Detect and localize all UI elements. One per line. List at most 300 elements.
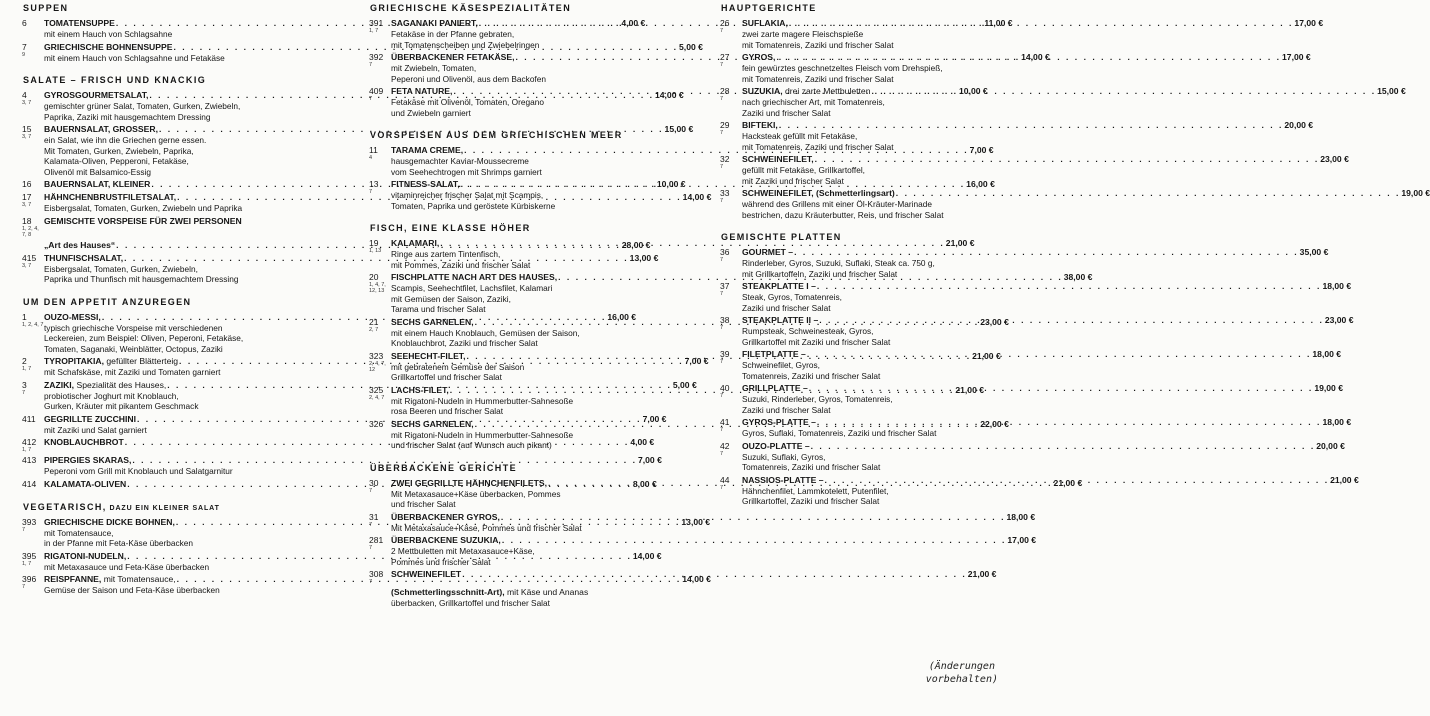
item-name-text: GEGRILLTE ZUCCHINI xyxy=(44,413,136,424)
item-description: Paprika und Thunfisch mit hausgemachtem Dressing xyxy=(44,274,239,284)
item-number-cell xyxy=(720,441,742,473)
item-name-text: THUNFISCHSALAT, xyxy=(44,252,124,263)
item-name-text: ZAZIKI, xyxy=(44,379,75,390)
item-description: mit gebratenem Gemüse der Saison xyxy=(391,361,525,372)
item-number: 32 xyxy=(720,154,730,164)
item-description: nach griechischer Art, mit Tomatenreis, xyxy=(742,97,885,107)
item-description: vitaminreicher frischer Salat mit Scampis, xyxy=(391,190,544,200)
allergen-codes: 7 xyxy=(720,393,724,399)
item-name xyxy=(391,587,588,598)
item-name xyxy=(44,356,178,367)
section-title-subtext: DAZU EIN KLEINER SALAT xyxy=(106,504,220,512)
item-number-cell xyxy=(369,86,391,118)
item-number-cell xyxy=(720,349,742,381)
item-price: 7,00 € xyxy=(637,455,662,465)
item-line xyxy=(391,569,996,580)
item-line xyxy=(742,86,1406,97)
item-number-cell xyxy=(369,179,391,211)
item-number: 28 xyxy=(720,86,730,96)
item-number-cell xyxy=(720,86,742,118)
item-number: 7 xyxy=(22,41,27,52)
allergen-codes: 7 xyxy=(22,389,26,396)
item-name-text: FISCHPLATTE NACH ART DES HAUSES, xyxy=(391,272,558,282)
item-name-text: „Art des Hauses“ xyxy=(44,239,116,250)
item-price: 11,00 € xyxy=(984,18,1013,28)
menu-item xyxy=(369,587,637,609)
item-description: mit Gemüsen der Saison, Zaziki, xyxy=(391,293,511,304)
item-description: ein Salat, wie ihn die Griechen gerne essen. xyxy=(44,135,207,145)
item-name xyxy=(44,380,166,391)
menu-item xyxy=(720,281,1352,313)
item-description: Peperoni und Olivenöl, aus dem Backofen xyxy=(391,73,546,84)
item-description: Peperoni vom Grill mit Knoblauch und Salatgarnitur xyxy=(44,466,233,476)
item-number: 415 xyxy=(22,252,37,263)
item-description: Rumpsteak, Schweinesteak, Gyros, xyxy=(742,326,874,336)
dot-leader xyxy=(807,349,1312,360)
item-price: 14,00 € xyxy=(682,574,711,584)
item-name-text: SUZUKIA, xyxy=(742,86,783,96)
item-number-cell xyxy=(369,385,391,417)
allergen-codes: 7 xyxy=(720,325,724,331)
item-number: 393 xyxy=(22,516,37,527)
section-title-text: ÜBERBACKENE GERICHTE xyxy=(370,462,518,473)
item-name xyxy=(391,86,452,97)
item-number-cell xyxy=(22,455,44,477)
item-line xyxy=(742,52,1311,63)
dot-leader xyxy=(794,247,1299,258)
item-description: Tomatenreis, Zaziki und frischer Salat xyxy=(742,462,881,472)
item-number-cell xyxy=(720,247,742,279)
item-number: 396 xyxy=(22,574,37,584)
dot-leader xyxy=(819,315,1324,326)
item-description: mit Rigatoni-Nudeln in Hummerbutter-Sahnesoße xyxy=(391,429,574,440)
allergen-codes: 3, 7 xyxy=(22,100,32,106)
item-name xyxy=(44,437,124,448)
item-description: Grillkartoffel und frischer Salat xyxy=(391,372,502,382)
item-price: 15,00 € xyxy=(664,124,694,134)
item-description: Mit Metaxasauce+Käse überbacken, Pommes xyxy=(391,488,561,499)
item-name-text: TARAMA CREME, xyxy=(391,145,464,155)
item-description: mit Rigatoni-Nudeln in Hummerbutter-Sahnesoße xyxy=(391,395,574,406)
item-number-cell xyxy=(369,351,391,383)
section-title xyxy=(370,3,637,13)
item-price: 8,00 € xyxy=(632,478,657,489)
item-name-text: SUFLAKIA, xyxy=(742,18,788,28)
allergen-codes: 7 xyxy=(720,198,724,204)
item-name-text: GEMISCHTE VORSPEISE FÜR ZWEI PERSONEN xyxy=(44,215,242,226)
item-number: 11 xyxy=(369,145,378,155)
item-description: Rinderleber, Gyros, Suzuki, Suflaki, Steak ca. 750 g, xyxy=(742,258,935,268)
item-price: 17,00 € xyxy=(1294,18,1324,28)
allergen-codes: 2, 4, 7, 12 xyxy=(369,360,386,373)
footer-note-line: vorbehalten) xyxy=(925,674,998,685)
item-name-text: OUZO-PLATTE – xyxy=(742,440,810,451)
item-name xyxy=(742,188,895,199)
allergen-codes: 7 xyxy=(720,450,724,457)
item-number-cell xyxy=(22,42,44,64)
item-number-cell xyxy=(720,18,742,50)
item-name-text: BAUERNSALAT, KLEINER xyxy=(44,179,151,189)
item-description: Suzuki, Suflaki, Gyros, xyxy=(742,451,826,462)
item-name-text: ZWEI GEGRILLTE HÄHNCHENFILETS, xyxy=(391,477,547,488)
item-description: probiotischer Joghurt mit Knoblauch, xyxy=(44,390,179,401)
item-name xyxy=(391,351,466,362)
item-price: 4,00 € xyxy=(621,18,646,28)
item-price: 22,00 € xyxy=(980,418,1009,429)
item-price: 13,00 € xyxy=(629,252,659,263)
item-number-cell xyxy=(369,238,391,270)
item-body xyxy=(391,535,1036,567)
dot-leader xyxy=(817,281,1322,292)
item-name xyxy=(44,455,131,466)
item-number: 2 xyxy=(22,356,27,366)
allergen-codes: 7 xyxy=(369,96,373,102)
item-price: 21,00 € xyxy=(967,569,997,579)
item-number-cell xyxy=(720,315,742,347)
item-description: Grillkartoffel, Zaziki und frischer Salat xyxy=(742,496,880,506)
item-number-cell xyxy=(720,475,742,507)
item-name xyxy=(391,535,501,546)
item-inline-text: mit Tomatensauce, xyxy=(101,574,176,584)
item-description: gemischter grüner Salat, Tomaten, Gurken, Zwiebeln, xyxy=(44,101,241,111)
item-price: 14,00 € xyxy=(682,192,712,202)
allergen-codes: 7 xyxy=(369,62,373,68)
item-price: 20,00 € xyxy=(1316,440,1345,451)
item-name xyxy=(391,512,500,523)
item-number: 29 xyxy=(720,120,730,130)
item-number-cell xyxy=(22,192,44,214)
item-description: Gemüse der Saison und Feta-Käse überbacken xyxy=(44,585,220,595)
item-name-text: REISPFANNE, xyxy=(44,574,102,584)
item-description: Schweinefilet, Gyros, xyxy=(742,360,820,370)
item-number: 323 xyxy=(369,350,384,361)
item-number: 326 xyxy=(369,418,384,429)
item-description: Knoblauchbrot, Zaziki und frischer Salat xyxy=(391,338,538,348)
dot-leader xyxy=(811,441,1316,452)
item-description: Hacksteak gefüllt mit Fetakäse, xyxy=(742,131,858,141)
item-description: Hähnchenfilet, Lammkotelett, Putenfilet, xyxy=(742,485,889,496)
item-name xyxy=(391,419,474,430)
item-price: 5,00 € xyxy=(679,41,703,52)
item-number: 409 xyxy=(369,86,384,96)
item-body xyxy=(44,216,292,238)
allergen-codes: 2, 4, 7 xyxy=(369,394,385,401)
item-number-cell xyxy=(22,414,44,436)
item-description: mit Grillkartoffeln, Zaziki und frischer Salat xyxy=(742,268,898,279)
menu-item xyxy=(720,120,1314,152)
item-number: 20 xyxy=(369,272,379,282)
item-description: Fetakäse mit Olivenöl, Tomaten, Oregano xyxy=(391,97,544,107)
item-description: Suzuki, Rinderleber, Gyros, Tomatenreis, xyxy=(742,394,893,404)
item-description: mit Tomatenreis, Zaziki und frischer Salat xyxy=(742,39,894,50)
menu-item xyxy=(22,216,292,238)
allergen-codes: 3, 7 xyxy=(22,202,32,208)
item-number-cell xyxy=(720,120,742,152)
section-title xyxy=(370,223,637,233)
item-number-cell xyxy=(720,281,742,313)
allergen-codes: 7 xyxy=(369,189,373,195)
item-description: mit Zwiebeln, Tomaten, xyxy=(391,63,477,73)
allergen-codes: 7 xyxy=(720,291,724,297)
item-name-text: KALAMARI, xyxy=(391,238,440,248)
item-number-cell xyxy=(22,253,44,285)
item-description: Leckereien, zum Beispiel: Oliven, Peperoni, Fetakäse, xyxy=(44,333,244,343)
item-price: 21,00 € xyxy=(972,350,1001,361)
item-name xyxy=(44,42,172,53)
item-name xyxy=(742,417,816,428)
item-number-cell xyxy=(720,383,742,415)
item-description: Kalamata-Oliven, Pepperoni, Fetakäse, xyxy=(44,156,189,166)
item-name xyxy=(742,52,775,63)
item-name xyxy=(742,281,816,292)
item-name-text: KNOBLAUCHBROT xyxy=(44,437,124,447)
section-title xyxy=(370,463,637,473)
item-number-cell xyxy=(22,517,44,549)
item-name xyxy=(742,86,871,97)
item-number: 391 xyxy=(369,18,384,28)
item-name-text: SAGANAKI PANIERT, xyxy=(391,18,478,28)
item-number: 36 xyxy=(720,247,730,257)
item-line xyxy=(742,281,1351,292)
item-name-text: LACHS-FILET, xyxy=(391,384,449,395)
item-description: mit Tomatenreis, Zaziki und frischer Salat xyxy=(742,73,894,84)
item-name xyxy=(742,247,793,258)
item-name xyxy=(44,192,176,203)
item-number: 1 xyxy=(22,311,27,322)
item-name xyxy=(391,18,478,29)
menu-item xyxy=(720,349,1342,381)
section-title-text: GRIECHISCHE KÄSESPEZIALITÄTEN xyxy=(370,3,572,13)
allergen-codes: 7 xyxy=(22,526,26,533)
item-name xyxy=(44,312,101,323)
item-body xyxy=(742,154,1349,186)
item-price: 17,00 € xyxy=(1007,535,1037,545)
item-number-cell xyxy=(720,52,742,84)
item-name-text: KALAMATA-OLIVEN xyxy=(44,478,127,489)
item-description: überbacken, Grillkartoffel und frischer Salat xyxy=(391,598,550,608)
item-line xyxy=(391,587,637,598)
item-price: 14,00 € xyxy=(632,550,662,561)
item-description: vom Seehechtrogen mit Shrimps garniert xyxy=(391,166,542,177)
allergen-codes: 7 xyxy=(720,130,724,136)
item-name xyxy=(44,90,148,101)
item-number: 37 xyxy=(720,281,730,291)
item-number-cell xyxy=(22,356,44,378)
section-title-text: VORSPEISEN AUS DEM GRIECHISCHEN MEER xyxy=(370,130,623,140)
menu-item xyxy=(720,188,1430,220)
item-number: 18 xyxy=(22,215,32,226)
allergen-codes: 1, 7 xyxy=(22,366,32,372)
item-description: zwei zarte magere Fleischspieße xyxy=(742,29,864,39)
allergen-codes: 7 xyxy=(720,96,724,102)
item-line xyxy=(742,247,1328,258)
item-description: Scampis, Seehechtfilet, Lachsfilet, Kalamari xyxy=(391,283,553,293)
item-number-cell xyxy=(22,380,44,412)
allergen-codes: 1, 13 xyxy=(369,248,382,254)
item-name-text: SCHWEINEFILET xyxy=(391,569,462,579)
item-description: Tomaten, Paprika und geröstete Kürbiskerne xyxy=(391,200,556,211)
item-number: 30 xyxy=(369,477,379,488)
item-number: 17 xyxy=(22,192,32,202)
item-number: 15 xyxy=(22,124,32,134)
item-number-cell xyxy=(369,18,391,50)
item-description: und frischer Salat (auf Wunsch auch pikant) xyxy=(391,440,552,450)
allergen-codes: 9 xyxy=(22,51,26,58)
item-inline-text: Spezialität des Hauses, xyxy=(74,379,167,390)
item-name xyxy=(391,385,449,396)
allergen-codes: 4 xyxy=(369,155,373,161)
section-title xyxy=(23,3,292,13)
item-description: während des Grillens mit einer Öl-Kräuter-Marinade xyxy=(742,199,932,209)
item-description: mit Tomatenscheiben und Zwiebelringen xyxy=(391,39,540,50)
menu-item xyxy=(720,474,1359,507)
item-number-cell xyxy=(22,240,44,251)
item-description: mit einem Hauch Knoblauch, Gemüsen der Saison, xyxy=(391,327,580,338)
section-title-text: SUPPEN xyxy=(23,3,69,13)
item-description: Zaziki und frischer Salat xyxy=(742,302,831,313)
item-price: 21,00 € xyxy=(945,238,975,248)
menu-item xyxy=(720,154,1349,186)
allergen-codes: 1, 4, 7, 12, 13 xyxy=(369,282,386,294)
section-title-text: HAUPTGERICHTE xyxy=(721,3,817,13)
item-description: mit Tomatensauce, xyxy=(44,527,114,538)
item-line xyxy=(391,535,1036,546)
item-description: mit einem Hauch von Schlagsahne und Fetakäse xyxy=(44,52,225,63)
item-name-text: BAUERNSALAT, GROSSER, xyxy=(44,124,158,134)
item-name-text: FETA NATURE, xyxy=(391,86,453,96)
dot-leader xyxy=(462,569,967,580)
item-name-text: GYROS, xyxy=(742,52,776,62)
section-title xyxy=(721,232,997,242)
item-number-cell xyxy=(369,478,391,510)
item-line xyxy=(742,417,1351,428)
item-description: rosa Beeren und frischer Salat xyxy=(391,406,504,416)
allergen-codes: 1, 7 xyxy=(369,28,379,34)
item-name xyxy=(742,383,808,394)
item-number-cell xyxy=(369,145,391,177)
item-price: 23,00 € xyxy=(1324,315,1354,325)
item-description: mit Zaziki und Salat garniert xyxy=(44,424,147,435)
item-name-text: NASSIOS-PLATTE – xyxy=(742,474,824,485)
item-name-text: SECHS GARNELEN, xyxy=(391,418,474,429)
item-number-cell xyxy=(22,437,44,453)
menu-item xyxy=(720,383,1343,415)
item-price: 23,00 € xyxy=(980,316,1009,327)
item-number-cell xyxy=(369,569,391,585)
item-number: 308 xyxy=(369,569,384,579)
item-name-text: TOMATENSUPPE xyxy=(44,18,115,28)
item-name xyxy=(742,315,818,326)
item-description: Eisbergsalat, Tomaten, Gurken, Zwiebeln, xyxy=(44,263,198,274)
allergen-codes: 7 xyxy=(369,545,373,551)
item-number-cell xyxy=(369,419,391,451)
item-body xyxy=(742,86,1406,118)
item-price: 16,00 € xyxy=(966,179,995,189)
item-description: Pommes und frischer Salat xyxy=(391,556,491,567)
item-description: Grillkartoffel mit Zaziki und frischer Salat xyxy=(742,336,891,347)
item-description: Zaziki und frischer Salat xyxy=(742,404,831,415)
item-number: 412 xyxy=(22,437,37,447)
allergen-codes: 7 xyxy=(720,28,724,34)
dot-leader xyxy=(502,535,1007,546)
item-name xyxy=(44,18,115,29)
item-body xyxy=(391,569,996,585)
item-number: 16 xyxy=(22,179,32,189)
item-number: 33 xyxy=(720,188,730,198)
item-price: 20,00 € xyxy=(1284,120,1314,130)
item-line xyxy=(742,120,1313,131)
item-name-text: SEEHECHT-FILET, xyxy=(391,350,466,361)
item-description: Mit Tomaten, Gurken, Zwiebeln, Paprika, xyxy=(44,145,194,156)
item-number: 19 xyxy=(369,238,379,248)
item-line xyxy=(742,441,1345,452)
item-line xyxy=(742,383,1343,394)
item-name-text: GRIECHISCHE BOHNENSUPPE xyxy=(44,41,173,52)
item-description: Olivenöl mit Balsamico-Essig xyxy=(44,166,151,177)
section-title xyxy=(23,297,292,307)
item-body xyxy=(742,441,1345,473)
item-name xyxy=(391,478,547,489)
item-name-text: GOURMET – xyxy=(742,247,794,257)
item-number-cell xyxy=(22,216,44,238)
item-number-cell xyxy=(22,90,44,122)
item-number-cell xyxy=(369,587,391,609)
item-number: 40 xyxy=(720,383,730,393)
item-name xyxy=(391,238,439,249)
allergen-codes: 7 xyxy=(22,584,26,590)
item-description: und Zwiebeln garniert xyxy=(391,107,471,118)
section-title-text: GEMISCHTE PLATTEN xyxy=(721,232,842,242)
item-description: fein gewürztes geschnetzeltes Fleisch vom Drehspieß, xyxy=(742,63,943,73)
item-price: 38,00 € xyxy=(1063,272,1093,282)
dot-leader xyxy=(825,475,1330,486)
item-description: gefüllt mit Fetakäse, Grillkartoffel, xyxy=(742,165,865,175)
item-number-cell xyxy=(720,188,742,220)
item-name-text: SCHWEINEFILET, (Schmetterlingsart) xyxy=(742,188,895,198)
allergen-codes: 7 xyxy=(369,579,373,585)
item-description: Tomaten, Saganaki, Weinblätter, Octopus, Zaziki xyxy=(44,343,223,354)
item-number-cell xyxy=(369,52,391,84)
section-title xyxy=(23,75,292,85)
item-line xyxy=(44,216,292,227)
dot-leader xyxy=(779,120,1284,131)
section-title-text: SALATE – FRISCH UND KNACKIG xyxy=(23,75,207,85)
item-name xyxy=(742,349,806,360)
item-body xyxy=(742,315,1354,347)
item-number-cell xyxy=(22,312,44,355)
footer-note xyxy=(926,660,998,686)
item-name xyxy=(44,240,115,251)
item-name-text: PIPERGIES SKARAS, xyxy=(44,455,132,465)
item-description: Tarama und frischer Salat xyxy=(391,304,486,314)
item-price: 4,00 € xyxy=(630,437,655,447)
allergen-codes: 7 xyxy=(720,257,724,263)
item-description: typisch griechische Vorspeise mit verschiedenen xyxy=(44,322,223,333)
item-body xyxy=(742,475,1359,507)
item-description: mit einem Hauch von Schlagsahne xyxy=(44,29,173,39)
item-number-cell xyxy=(22,479,44,490)
item-price: 13,00 € xyxy=(681,516,711,527)
section-title xyxy=(721,3,997,13)
item-number-cell xyxy=(720,154,742,186)
item-name-text: GRILLPLATTE – xyxy=(742,383,808,393)
item-price: 18,00 € xyxy=(1006,511,1036,522)
item-price: 19,00 € xyxy=(1401,188,1430,198)
item-description: Mit Metaxasauce+Käse, Pommes und frischer Salat xyxy=(391,522,582,533)
allergen-codes: 7 xyxy=(720,164,724,170)
item-name xyxy=(44,517,175,528)
item-name xyxy=(44,253,123,264)
